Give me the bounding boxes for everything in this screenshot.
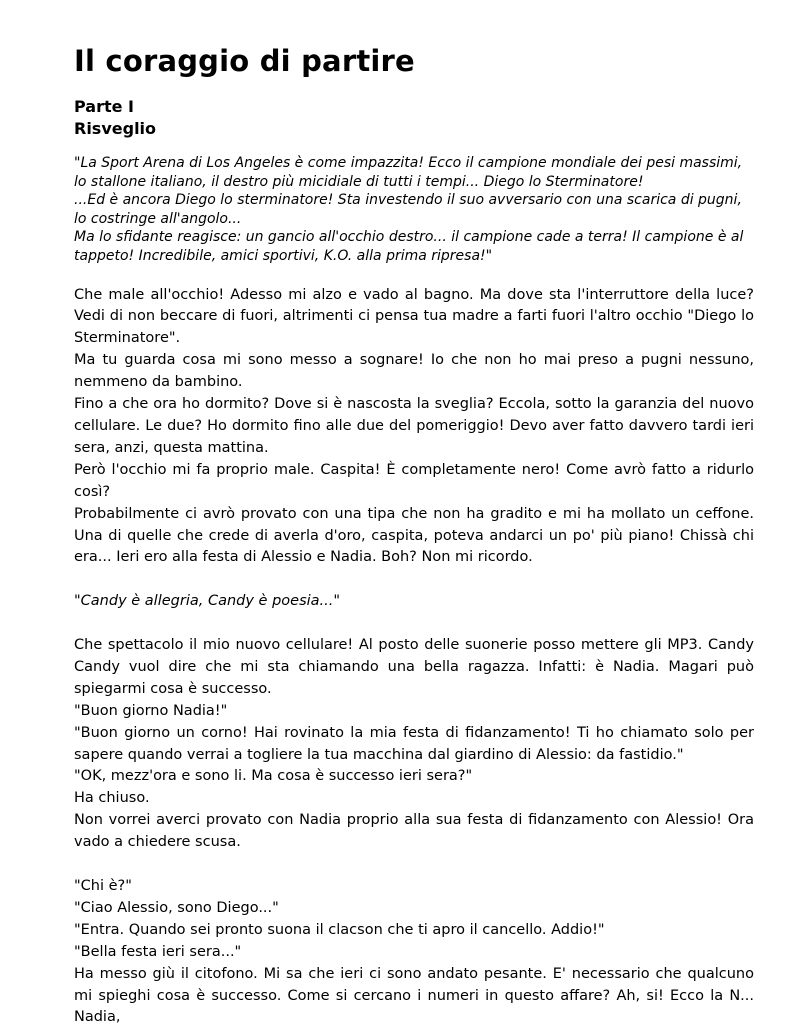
body-paragraph: Che spettacolo il mio nuovo cellulare! Al posto delle suonerie posso mettere gli MP3. Candy Candy vuol dire che mi sta chiamando una bella ragazza. Infatti: è Nadia. Magari può spiegarmi cosa è successo. (74, 637, 754, 697)
body-paragraph: Ma tu guarda cosa mi sono messo a sognare! Io che non ho mai preso a pugni nessuno, nemmeno da bambino. (74, 352, 754, 391)
body-paragraph: Ha chiuso. (74, 790, 150, 807)
commentary-paragraph: Ma lo sfidante reagisce: un gancio all'occhio destro... il campione cade a terra! Il campione è al tappeto! Incredibile, amici sportivi, K.O. alla prima ripresa!" (74, 229, 744, 264)
paragraph-gap (74, 854, 754, 876)
body-paragraph: Ha messo giù il citofono. Mi sa che ieri ci sono andato pesante. E' necessario che qualcuno mi spieghi cosa è successo. Come si cercano i numeri in questo affare? Ah, si! Ecco la N... Nadia, (74, 965, 754, 1026)
body-paragraph: Probabilmente ci avrò provato con una tipa che non ha gradito e mi ha mollato un ceffone. Una di quelle che crede di averla d'oro, caspita, poteva andarci un po' più piano! Chissà chi era... Ieri ero alla festa di Alessio e Nadia. Boh? Non mi ricordo. (74, 505, 754, 566)
part-subtitle: Risveglio (74, 119, 157, 138)
part-heading (74, 96, 754, 140)
body-paragraph: Non vorrei averci provato con Nadia proprio alla sua festa di fidanzamento con Alessio! Ora vado a chiedere scusa. (74, 812, 754, 851)
dialogue-line: "OK, mezz'ora e sono li. Ma cosa è successo ieri sera?" (74, 768, 473, 785)
dialogue-line: "Buon giorno Nadia!" (74, 702, 228, 719)
commentary-paragraph: ...Ed è ancora Diego lo sterminatore! Sta investendo il suo avversario con una scarica di pugni, lo costringe all'angolo... (74, 192, 742, 227)
paragraph-gap (74, 569, 754, 591)
ringtone-line: "Candy è allegria, Candy è poesia..." (74, 593, 341, 610)
body-paragraph: Però l'occhio mi fa proprio male. Caspita! È completamente nero! Come avrò fatto a ridurlo così? (74, 461, 754, 500)
part-label: Parte I (74, 97, 135, 116)
story-body (74, 285, 754, 1029)
dialogue-line: "Chi è?" (74, 877, 132, 894)
paragraph-gap (74, 613, 754, 635)
dialogue-line: "Entra. Quando sei pronto suona il clacson che ti apro il cancello. Addio!" (74, 921, 605, 938)
dialogue-line: "Ciao Alessio, sono Diego..." (74, 899, 279, 916)
document-title: Il coraggio di partire (74, 44, 415, 78)
body-paragraph: Fino a che ora ho dormito? Dove si è nascosta la sveglia? Eccola, sotto la garanzia del nuovo cellulare. Le due? Ho dormito fino alle due del pomeriggio! Devo aver fatto davvero tardi ieri sera, anzi, questa mattina. (74, 396, 754, 456)
commentary-paragraph: "La Sport Arena di Los Angeles è come impazzita! Ecco il campione mondiale dei pesi massimi, lo stallone italiano, il destro più micidiale di tutti i tempi... Diego lo Sterminatore! (74, 155, 743, 190)
body-paragraph: Che male all'occhio! Adesso mi alzo e vado al bagno. Ma dove sta l'interruttore della luce? Vedi di non beccare di fuori, altrimenti ci pensa tua madre a farti fuori l'altro occhio "Diego lo Sterminatore". (74, 286, 754, 347)
dialogue-line: "Bella festa ieri sera..." (74, 943, 242, 960)
document-page (74, 38, 754, 1029)
dialogue-line: "Buon giorno un corno! Hai rovinato la mia festa di fidanzamento! Ti ho chiamato solo per sapere quando verrai a togliere la tua macchina dal giardino di Alessio: da fastidio." (74, 724, 754, 763)
radio-commentary (74, 154, 754, 266)
